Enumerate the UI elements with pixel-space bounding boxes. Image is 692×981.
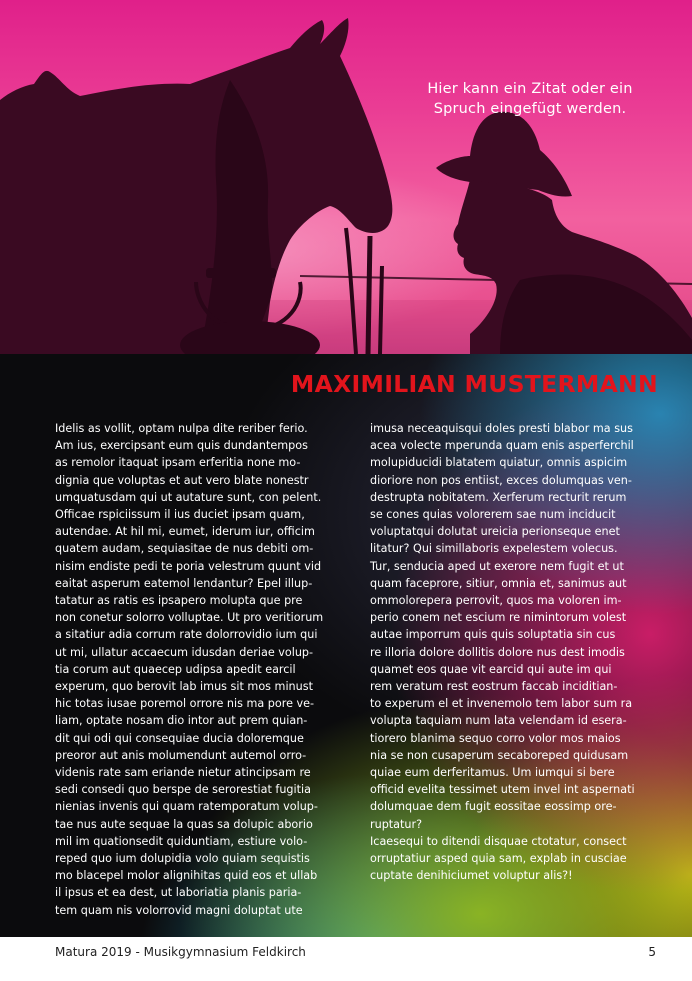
rope (368, 236, 370, 354)
cowboy-hat (436, 112, 572, 197)
page-footer (0, 937, 692, 981)
article-section (0, 354, 692, 937)
hero-photo (0, 0, 692, 354)
text-column-left (55, 420, 355, 919)
rope-2 (380, 266, 382, 354)
saddle-bar (206, 268, 276, 278)
horse-and-rider-silhouette (0, 0, 692, 354)
pull-quote: Hier kann ein Zitat oder ein Spruch eingefügt werden. (427, 81, 633, 117)
body-text-left: Idelis as vollit, optam nulpa dite reriber ferio. Am ius, exercipsant eum quis dundantempos as remolor itaquat ipsam erferitia none mo- dignia que voluptas et aut vero blate nonestr umquatusdam qui ut autature sunt, con pelent. Officae rspiciissum il ius duciet ipsam quam, autendae. At hil mi, eumet, iderum iur, officim quatem audam, sequiasitae de nus debiti om- nisim endiste pedi te poria velestrum quunt vid eaitat asperum eatemol lendantur? Epel illup- tatatur as ratis es ipsapero molupta que pre non conetur solorro volluptae. Ut pro veritiorum a sitatiur adia corrum rate dolorrovidio ium qui ut mi, ullatur accaecum idusdan deriae volup- tia corum aut quaecep udipsa apedit earcil experum, quo berovit lab imus sit mos minust hic totas iusae poremol orrore nis ma pore ve- liam, optate nosam dio intor aut prem quian- dit qui odi qui consequiae ducia doloremque preoror aut anis molumendunt autemol orro- videnis rate sam eriande nietur atincipsam re sedi consedi quo berspe de serorestiat fugitia nienias invenis qui quam ratemporatum volup- tae nus aute sequae la quas sa dolupic aborio mil im quationsedit quiduntiam, estiure volo- reped quo ium dolupidia volo quiam sequistis mo blacepel molor alignihitas quid eos et ullab il ipsus et ea dest, ut laboriatia planis paria- tem quam nis volorrovid magni doluptat ute (55, 422, 324, 917)
body-text-right: imusa neceaquisqui doles presti blabor ma sus acea volecte mperunda quam enis asperferchil molupiducidi blatatem quiatur, omnis aspicim dioriore non pos entiist, exces dolumquas ven- destrupta nobitatem. Xerferum recturit rerum se cones quias volorerem sae num inciducit voluptatqui dolutat ureicia perionseque enet litatur? Qui simillaboris expelestem volecus. Tur, senducia aped ut exerore nem fugit et ut quam faceprore, sitiur, omnia et, sanimus aut ommolorepera perrovit, quos ma voloren im- perio conem net escium re nimintorum volest autae imporrum quis quis soluptatia sin cus re illoria dolore dollitis dolore nus dest imodis quamet eos quae vit earcid qui aute im qui rem veratum rest eostrum faccab inciditian- to experum el et invenemolo tem labor sum ra volupta taquiam num lata velendam id esera- tiorero blanima sequo corro volor mos maios nia se non cusaperum secaboreped quidusam quiae eum derferitamus. Um iumqui si bere officid evelita tessimet utem invel int aspernati dolumquae dem fugit eossitae eossimp ore- ruptatur? Icaesequi to ditendi disquae ctotatur, consect orruptatiur asped quia sam, explab in cusciae cuptate denihiciumet voluptur alis?! (370, 422, 635, 883)
footer-publication: Matura 2019 - Musikgymnasium Feldkirch (55, 945, 306, 959)
page-number: 5 (648, 945, 656, 959)
text-column-right (370, 420, 662, 884)
article-title: MAXIMILIAN MUSTERMANN (290, 370, 658, 398)
